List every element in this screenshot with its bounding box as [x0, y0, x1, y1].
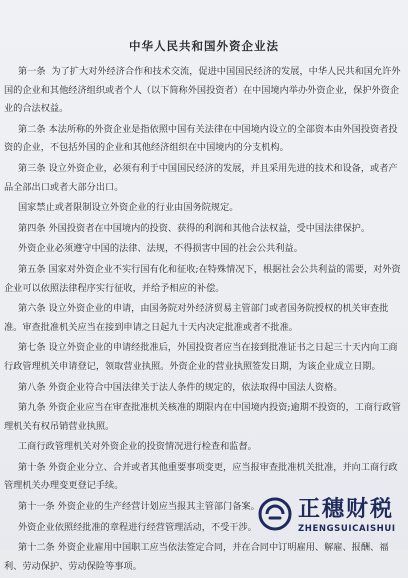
document-title: 中华人民共和国外资企业法	[129, 39, 279, 53]
zhengsui-logo-icon	[258, 497, 292, 531]
article-8: 第八条 外资企业符合中国法律关于法人条件的规定的，依法取得中国法人资格。	[18, 381, 343, 393]
article-4: 第四条 外国投资者在中国境内的投资、获得的利润和其他合法权益，受中国法律保护。	[18, 222, 371, 234]
article-11-clause: 外资企业依照经批准的章程进行经营管理活动，不受干涉。	[18, 521, 257, 533]
watermark-text	[298, 497, 396, 535]
article-2: 第二条 本法所称的外资企业是指依照中国有关法律在中国境内设立的全部资本由外国投资者投资的企业，不包括外国的企业和其他经济组织在中国境内的分支机构。	[4, 123, 398, 154]
article-12: 第十二条 外资企业雇用中国职工应当依法签定合同，并在合同中订明雇用、解雇、报酬、福利、劳动保护、劳动保险等事项。	[4, 542, 389, 572]
article-6: 第六条 设立外资企业的申请，由国务院对外经济贸易主管部门或者国务院授权的机关审查批准。审查批准机关应当在接到申请之日起九十天内决定批准或者不批准。	[4, 303, 389, 333]
article-10: 第十条 外资企业分立、合并或者其他重要事项变更，应当报审查批准机关批准，并向工商行政管理机关办理变更登记手续。	[4, 461, 398, 492]
article-11: 第十一条 外资企业的生产经营计划应当报其主管部门备案。	[18, 501, 260, 513]
article-7: 第七条 设立外资企业的申请经批准后，外国投资者应当在接到批准证书之日起三十天内向工商行政管理机关申请登记，领取营业执照。外资企业的营业执照签发日期，为该企业成立日期。	[4, 342, 398, 372]
article-1: 第一条 为了扩大对外经济合作和技术交流，促进中国国民经济的发展，中华人民共和国允许外国的企业和其他经济组织或者个人（以下简称外国投资者）在中国境内举办外资企业，保护外资企业的合法权益。	[4, 66, 401, 115]
article-9-clause: 工商行政管理机关对外资企业的投资情况进行检查和监督。	[18, 441, 257, 453]
article-3: 第三条 设立外资企业，必须有利于中国国民经济的发展，并且采用先进的技术和设备，或者产品全部出口或者大部分出口。	[4, 162, 398, 193]
watermark-name-en: ZHENGSUICAISHUI	[298, 524, 396, 534]
article-5: 第五条 国家对外资企业不实行国有化和征收;在特殊情况下，根据社会公共利益的需要，对外资企业可以依照法律程序实行征收，并给予相应的补偿。	[4, 263, 401, 294]
article-9: 第九条 外资企业应当在审查批准机关核准的期限内在中国境内投资;逾期不投资的，工商行政管理机关有权吊销营业执照。	[4, 402, 401, 432]
watermark-name-cn: 正穗财税	[298, 497, 395, 522]
article-4-clause: 外资企业必须遵守中国的法律、法规，不得损害中国的社会公共利益。	[18, 243, 303, 255]
article-3-clause: 国家禁止或者限制设立外资企业的行业由国务院规定。	[18, 202, 239, 214]
watermark	[258, 497, 404, 545]
